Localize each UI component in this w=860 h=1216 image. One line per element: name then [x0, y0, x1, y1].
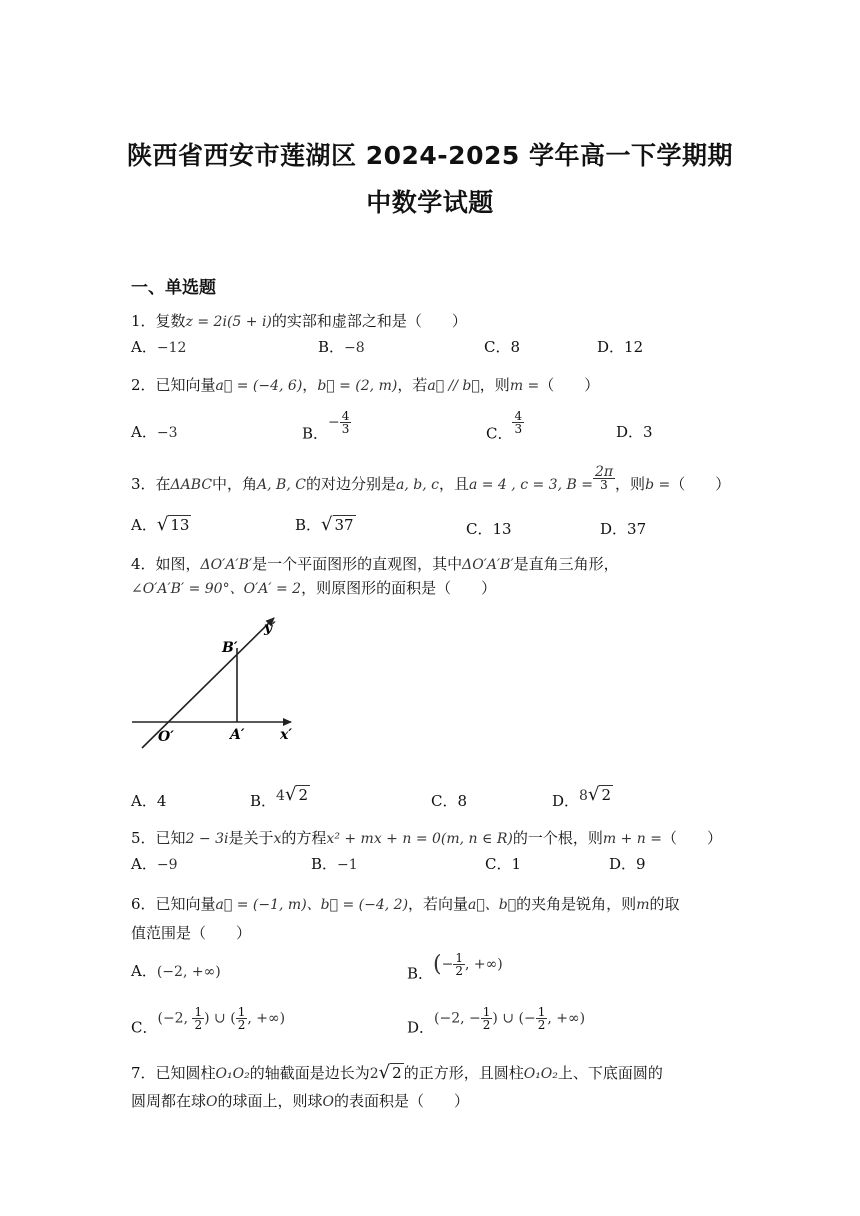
q3-option-c: C．13 [466, 520, 512, 538]
q4-option-b: B．4√ 2 [250, 784, 308, 810]
point-b-label: B′ [222, 640, 238, 656]
q1-option-b: B．−8 [318, 338, 365, 356]
q6-option-c: C．(−2, $\frac{1}{2}$ ) ∪ ( $\frac{1}{2}$ , +∞) [131, 1005, 286, 1037]
q6-option-d: D．(−2, − $\frac{1}{2}$ ) ∪ (− $\frac{1}{2}$ , +∞) [407, 1005, 586, 1037]
q5-option-a: A．−9 [131, 855, 178, 873]
q5-option-d: D．9 [609, 855, 646, 873]
q2-option-a: A．−3 [131, 423, 178, 441]
q1-option-d: D．12 [597, 338, 644, 356]
q4-option-d: D．8√ 2 [552, 784, 611, 810]
question-7-stem-line1: 7．已知圆柱O₁O₂的轴截面是边长为2√ 2 的正方形，且圆柱O₁O₂上、下底面圆的 [131, 1062, 663, 1083]
question-4-stem-line1: 4．如图，ΔO′A′B′是一个平面图形的直观图，其中ΔO′A′B′是直角三角形， [131, 555, 619, 573]
question-3-stem: 3．在ΔABC中，角A, B, C的对边分别是a, b, c，且a = 4 , c = 3, B = $\frac{2\pi}{3}$ ，则b =（ ） [131, 463, 731, 493]
x-axis-label: x′ [280, 727, 293, 743]
q6-option-a: A．(−2, +∞) [131, 962, 221, 980]
q5-option-c: C．1 [485, 855, 522, 873]
q4-option-a: A．4 [131, 792, 167, 810]
question-6-stem-line2: 值范围是（ ） [131, 924, 252, 942]
question-7-stem-line2: 圆周都在球O的球面上，则球O的表面积是（ ） [131, 1092, 470, 1110]
q3-option-b: B．√ 37 [295, 514, 354, 535]
doc-title-line1: 陕西省西安市莲湖区 2024-2025 学年高一下学期期 [127, 141, 733, 170]
q1-option-c: C．8 [484, 338, 521, 356]
question-6-stem-line1: 6．已知向量a⃗ = (−1, m)、b⃗ = (−4, 2)，若向量a⃗、b⃗的夹角是锐角，则m的取 [131, 895, 680, 913]
q2-option-b: B．− $\frac{4}{3}$ [302, 409, 350, 443]
q1-option-a: A．−12 [131, 338, 187, 356]
section-heading: 一、单选题 [131, 278, 216, 298]
question-2-stem: 2．已知向量a⃗ = (−4, 6)，b⃗ = (2, m)，若a⃗ // b⃗，则m =（ ） [131, 376, 600, 394]
question-5-stem: 5．已知2 − 3i是关于x的方程x² + mx + n = 0(m, n ∈ R)的一个根，则m + n =（ ） [131, 829, 722, 847]
point-a-label: A′ [230, 727, 245, 743]
q2-option-c: C． $\frac{4}{3}$ [486, 409, 523, 443]
q4-option-c: C．8 [431, 792, 468, 810]
q3-option-a: A．√ 13 [131, 514, 190, 535]
q4-figure [126, 612, 306, 762]
y-axis-label: y′ [264, 620, 276, 636]
q2-option-d: D．3 [616, 423, 653, 441]
point-o-label: O′ [158, 729, 174, 745]
question-4-stem-line2: ∠O′A′B′ = 90°、O′A′ = 2，则原图形的面积是（ ） [131, 579, 497, 597]
doc-title-line2: 中数学试题 [366, 188, 494, 217]
question-1-stem: 1．复数z = 2i(5 + i)的实部和虚部之和是（ ） [131, 312, 467, 330]
q5-option-b: B．−1 [311, 855, 358, 873]
q3-option-d: D．37 [600, 520, 647, 538]
q6-option-b: B．(− $\frac{1}{2}$ , +∞) [407, 951, 503, 983]
